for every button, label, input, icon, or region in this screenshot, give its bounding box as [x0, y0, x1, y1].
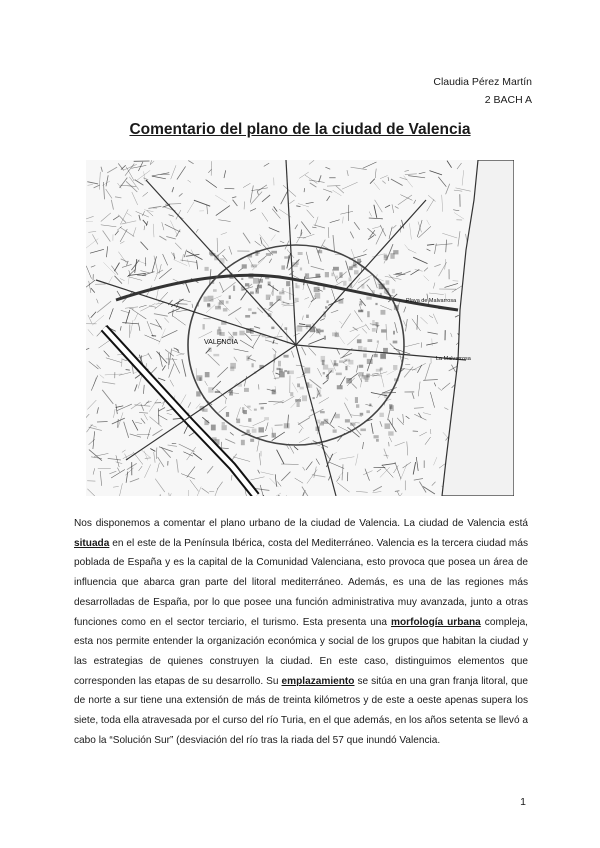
paragraph-text-4: se sitúa en una gran franja litoral, que de norte a sur tiene una extensión de más de treinta kilómetros y de este a oeste apenas supera los siete, toda ella atravesada por el curso del río Turia, en el que además, en los años setenta se llevó a cabo la “Solución Sur” (desviación del río tras la riada del 57 que inundó Valencia.: [74, 675, 528, 746]
map-label-malvarrosa: Playa de Malvarrosa: [406, 298, 457, 304]
map-label-nazaret: La Malvarrosa: [436, 356, 471, 362]
keyword-emplazamiento: emplazamiento: [281, 675, 355, 687]
author-course: 2 BACH A: [484, 94, 532, 106]
paragraph-text-2: en el este de la Península Ibérica, costa del Mediterráneo. Valencia es la tercera ciudad más poblada de España y es la capital de la Comunidad Valenciana, esto provoca que posea un área de influencia que abarca gran parte del litoral mediterráneo. Además, es una de las regiones más desarrolladas de España, por lo que posee una función administrativa muy avanzada, junto a otras funciones como en el sector terciario, el turismo. Esta presenta una: [74, 537, 528, 628]
author-block: [433, 73, 532, 109]
page-number: 1: [520, 796, 526, 808]
paragraph-text-3: compleja, esta nos permite entender la organización económica y social de los grupos que habitan la ciudad y las estrategias de quienes construyen la ciudad. En este caso, distinguimos elementos que corresponden las etapas de su desarrollo. Su: [74, 616, 528, 687]
author-name: Claudia Pérez Martín: [433, 76, 532, 88]
map-drawing: [86, 160, 514, 496]
valencia-map-image: [86, 160, 514, 496]
keyword-morfologia-urbana: morfología urbana: [391, 616, 481, 628]
body-paragraph: [74, 514, 528, 750]
map-label-city: VALENCIA: [204, 339, 239, 346]
keyword-situada: situada: [74, 537, 110, 549]
paragraph-text-1: Nos disponemos a comentar el plano urbano de la ciudad de Valencia. La ciudad de Valencia está: [74, 518, 528, 529]
document-title: Comentario del plano de la ciudad de Valencia: [129, 121, 471, 138]
